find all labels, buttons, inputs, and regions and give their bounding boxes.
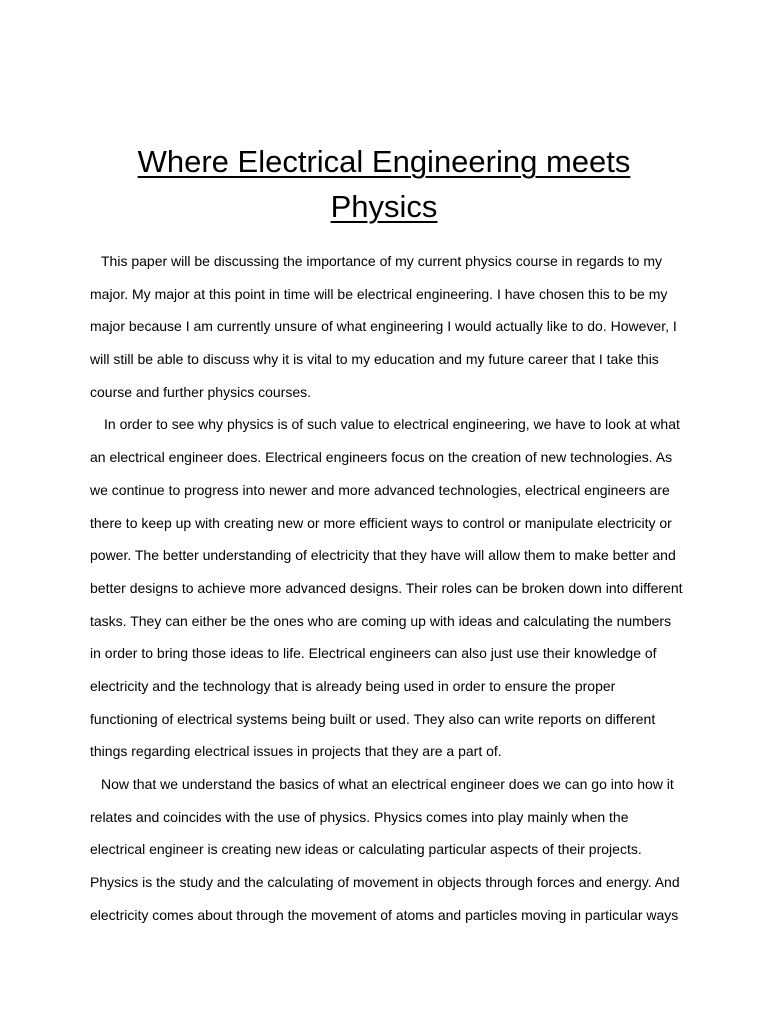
title-line: Where Electrical Engineering meets <box>137 144 631 179</box>
paragraph-line: major. My major at this point in time will be electrical engineering. I have chosen this to be my <box>90 285 668 302</box>
paragraph-line: relates and coincides with the use of physics. Physics comes into play mainly when the <box>90 808 629 825</box>
paragraph-line: electricity comes about through the movement of atoms and particles moving in particular ways <box>90 906 679 923</box>
paragraph-line: electricity and the technology that is already being used in order to ensure the proper <box>90 677 616 694</box>
paragraph-line: we continue to progress into newer and more advanced technologies, electrical engineers are <box>90 481 670 498</box>
paragraph-line: in order to bring those ideas to life. Electrical engineers can also just use their knowledge of <box>90 645 657 662</box>
paragraph-line: electrical engineer is creating new ideas or calculating particular aspects of their projects. <box>90 841 642 858</box>
paragraph-line: course and further physics courses. <box>90 383 311 400</box>
paragraph-line: In order to see why physics is of such value to electrical engineering, we have to look at what <box>104 416 680 433</box>
document-body <box>90 245 683 931</box>
title-line: Physics <box>330 189 438 224</box>
paragraph-line: there to keep up with creating new or more efficient ways to control or manipulate electricity or <box>90 514 672 531</box>
paragraph-line: will still be able to discuss why it is vital to my education and my future career that I take this <box>90 351 659 368</box>
paragraph-line: power. The better understanding of electricity that they have will allow them to make better and <box>90 547 676 564</box>
paragraph-line: tasks. They can either be the ones who are coming up with ideas and calculating the numbers <box>90 612 672 629</box>
paragraph-line: major because I am currently unsure of what engineering I would actually like to do. However, I <box>90 318 677 335</box>
paragraph-line: This paper will be discussing the importance of my current physics course in regards to my <box>101 253 663 269</box>
paragraph-line: Physics is the study and the calculating of movement in objects through forces and energy. And <box>90 874 680 891</box>
paragraph-line: Now that we understand the basics of what an electrical engineer does we can go into how it <box>101 776 674 792</box>
paragraph-line: an electrical engineer does. Electrical engineers focus on the creation of new technologies. As <box>90 449 673 466</box>
paragraph-line: things regarding electrical issues in projects that they are a part of. <box>90 743 502 760</box>
document-title <box>84 139 684 229</box>
paragraph-line: better designs to achieve more advanced designs. Their roles can be broken down into different <box>90 579 683 596</box>
paragraph-line: functioning of electrical systems being built or used. They also can write reports on different <box>90 710 656 727</box>
